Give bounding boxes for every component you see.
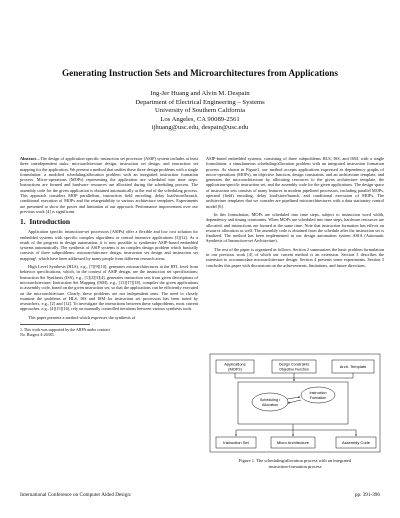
- micro-architecture-label: Micro Architecture: [276, 440, 310, 445]
- page-number: [0, 0, 1, 1]
- constraints-label: Design Constraints: [278, 362, 310, 367]
- scheduling-oval: [252, 393, 288, 411]
- section-heading-introduction: [20, 217, 198, 226]
- figure-1-diagram: [208, 352, 382, 456]
- left-column: [20, 156, 198, 337]
- paper-title: Generating Instruction Sets and Microarchitectures from Applications: [62, 68, 338, 78]
- assembly-code-label: Assembly Code: [341, 440, 371, 445]
- applications-label: (MOPs): [228, 366, 242, 372]
- abstract-text: —The design of application-specific instruction set processor (ASIP) system includes at least three interdependent tasks: microarchitecture design, instruction set design, and instruction set mapping for the application. We present a method that unifies these three design problems with a single formulation: a modified scheduling/allocation problem with an integrated instruction formation process. Micro-operations (MOPs) representing the application are scheduled into time steps. Instructions are formed and hardware resources are allocated during the scheduling process. The assembly code for the given application is obtained automatically at the end of the scheduling process. This approach considers MOP parallelism, instruction field encoding, delay load/store/branch, conditional execution of MOPs and the retargetability to various architecture templates. Experiments are presented to show the power and limitation of our approach. Performance improvement over our previous work [4] is significant.: [20, 156, 198, 214]
- applications-label: Applications: [224, 361, 246, 367]
- author-emails: ijhuang@usc.edu, despain@usc.edu: [151, 124, 249, 132]
- formation-label: Instruction: [309, 391, 327, 395]
- abstract-label: Abstract: [20, 156, 36, 161]
- author-city: Los Angeles, CA 90089-2561: [160, 115, 240, 123]
- section-title: Introduction: [29, 217, 71, 227]
- footnote: [20, 327, 198, 337]
- scheduling-label: Scheduling /: [259, 398, 281, 402]
- instruction-set-label: Instruction Set: [223, 440, 249, 445]
- abstract-paragraph: [20, 156, 198, 214]
- caption-line: Figure 1. The scheduling/allocation process with an integrated: [238, 458, 352, 463]
- footnote-line: No. Rutgers 4-26385.: [20, 332, 55, 338]
- connector-arrow: [288, 400, 301, 403]
- connector-arrow: [287, 397, 300, 399]
- page-range: pp. 391-396: [354, 492, 380, 498]
- author-department: Department of Electrical Engineering – Systems: [135, 98, 265, 106]
- author-university: University of Southern California: [154, 107, 246, 115]
- body-paragraph: ASIP-based embedded systems, consisting of three subproblems HLS, ISS, and ISM, with a single formulation: a simultaneous scheduling/allocation problem with an integrated instruction formation process. As shown in Figure1, our method accepts applications expressed as dependency graphs of micro-operations (MOPs), an objective function, design constraints, and an architecture template, and generates the microarchitecture by allocating resources to the given architecture template, the application-specific instruction set, and the assembly code for the given applications. The design space of instruction sets consists of many features in modern pipelined processors, including parallel MOPs, operand (field) encoding, delay load/store/branch, and conditional execution of MOPs. The architecture templates that we consider are pipelined microarchitectures with a data stationary control model [6].: [206, 156, 384, 209]
- flow-diagram: [208, 352, 382, 456]
- caption-line: instruction-formation process: [268, 463, 322, 469]
- section-number: 1.: [20, 217, 26, 227]
- allocation-label: Allocation: [262, 403, 278, 407]
- body-paragraph: Application specific instruction-set processors (ASIPs) offer a flexible and low cost solution for embedded systems with specific complex algorithms or control intensive applications [3][12]. As a result of the progress in design automation, it is now possible to synthesize ASIP-based embedded systems automatically. The synthesis of ASIP systems is an complex design problem which basically consists of three subproblems: microarchitecture design, instruction set design and instruction set mapping¹, which have been addressed by many people from different research areas.: [20, 229, 198, 261]
- footnote-line: 1. This work was supported by the ARPA under contract: [20, 327, 110, 333]
- formation-label: Formation: [309, 396, 327, 400]
- author-names: Ing-Jer Huang and Alvin M. Despain: [150, 90, 250, 97]
- template-label: Arch. Template: [339, 364, 367, 369]
- formation-oval: [301, 387, 335, 403]
- author-block: [40, 90, 360, 133]
- body-paragraph: The rest of the paper is organized as follows. Section 2 summarizes the basic problem formulation in our previous work [4] of which our current method is an extension. Section 3 describes the extension to accommodate microarchitecture design. Section 4 presents some experiments. Section 5 concludes this paper with discussions on the achievements, limitations, and future directions.: [206, 246, 384, 268]
- conference-name: International Conference on Computer Aided Design:: [20, 492, 132, 498]
- body-paragraph: High Level Synthesis (HLS), e.g., [7][9][10], generates microarchitectures at the RTL level from behavior specifications, which, in the context of ASIP design, are the instruction set specifications; Instruction Set Synthesis (ISS), e.g., [1][2][3][4], generates instruction sets from given descriptions of microarchitecture; Instruction Set Mapping (ISM), e.g., [13][17][18], compiles the given applications to assembly code, based on the given instruction set, so that the applications can be efficiently executed on the microarchitecture. Clearly, these problems are not independent ones. The need to closely examine the problems of HLS, ISS and ISM for instruction set processors has been noted by researchers, e.g., [2] and [12]. To investigate the interactions between these subproblems, most current approaches, e.g., [4][15][16], rely on manually controlled iterations between various synthesis tools.: [20, 264, 198, 312]
- right-column: [206, 156, 384, 271]
- objective-label: Objective Function: [279, 367, 309, 372]
- figure-caption: [206, 458, 384, 469]
- body-paragraph: This paper presents a method which expresses the synthesis of: [28, 314, 136, 320]
- body-paragraph: In this formulation, MOPs are scheduled into time steps, subject to instruction word width, dependency and timing constraints. When MOPs are scheduled into time steps, hardware resources are allocated, and instructions are formed at the same time. Note that instruction formation has effects on resource allocation as well. The assembly code is obtained from the schedule after the instruction set is finalized. The method has been implemented in our design automation system ASIA (Automatic Synthesis of Instruction-set Architecture).: [206, 211, 384, 244]
- footnote-rule: [20, 324, 90, 325]
